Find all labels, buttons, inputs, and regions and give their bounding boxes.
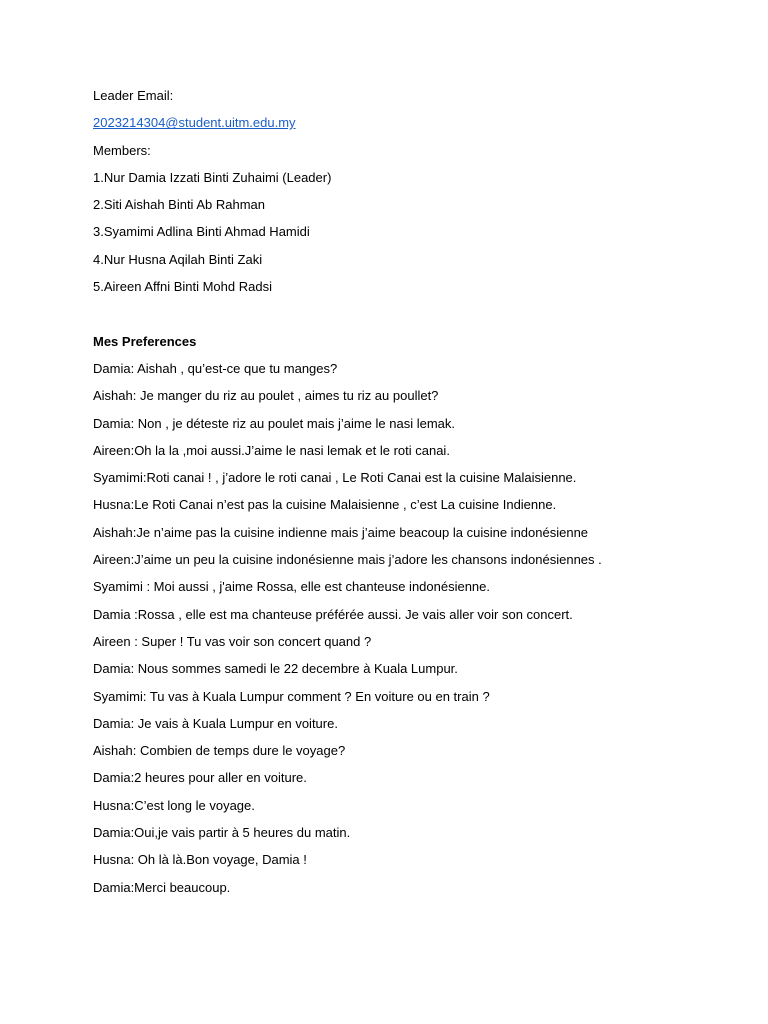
dialogue-line: Aireen : Super ! Tu vas voir son concert quand ? xyxy=(93,633,372,649)
dialogue-line: Damia:2 heures pour aller en voiture. xyxy=(93,770,307,786)
member-item: 5.Aireen Affni Binti Mohd Radsi xyxy=(93,279,272,295)
section-title: Mes Preferences xyxy=(93,333,197,349)
dialogue-line: Syamimi: Tu vas à Kuala Lumpur comment ? En voiture ou en train ? xyxy=(93,688,490,704)
leader-email-line xyxy=(93,113,733,140)
leader-email-link[interactable]: 2023214304@student.uitm.edu.my xyxy=(93,115,296,131)
dialogue-line: Damia: Aishah , qu’est-ce que tu manges? xyxy=(93,360,338,376)
leader-email-label: Leader Email: xyxy=(93,88,174,103)
member-item: 4.Nur Husna Aqilah Binti Zaki xyxy=(93,251,263,267)
dialogue-line: Syamimi:Roti canai ! , j’adore le roti canai , Le Roti Canai est la cuisine Malaisienne. xyxy=(93,470,577,486)
member-item: 1.Nur Damia Izzati Binti Zuhaimi (Leader) xyxy=(93,169,332,185)
dialogue-line: Damia:Merci beaucoup. xyxy=(93,879,231,895)
dialogue-line: Damia: Nous sommes samedi le 22 decembre à Kuala Lumpur. xyxy=(93,661,458,677)
dialogue-line: Husna:Le Roti Canai n’est pas la cuisine Malaisienne , c’est La cuisine Indienne. xyxy=(93,497,557,513)
dialogue-line: Aishah: Je manger du riz au poulet , aimes tu riz au poullet? xyxy=(93,388,439,404)
dialogue-line: Aireen:Oh la la ,moi aussi.J’aime le nasi lemak et le roti canai. xyxy=(93,442,450,458)
dialogue-line: Damia :Rossa , elle est ma chanteuse préférée aussi. Je vais aller voir son concert. xyxy=(93,606,573,622)
dialogue-line: Aireen:J’aime un peu la cuisine indonésienne mais j’adore les chansons indonésiennes . xyxy=(93,552,602,568)
dialogue-line: Husna: Oh là là.Bon voyage, Damia ! xyxy=(93,852,307,868)
dialogue-line: Damia:Oui,je vais partir à 5 heures du matin. xyxy=(93,825,351,841)
dialogue-line: Syamimi : Moi aussi , j'aime Rossa, elle est chanteuse indonésienne. xyxy=(93,579,491,595)
blank-line xyxy=(93,304,733,331)
member-item: 3.Syamimi Adlina Binti Ahmad Hamidi xyxy=(93,224,310,240)
members-label: Members: xyxy=(93,142,151,158)
dialogue-line: Aishah: Combien de temps dure le voyage? xyxy=(93,743,346,759)
document-content xyxy=(93,86,733,905)
dialogue-line: Husna:C’est long le voyage. xyxy=(93,797,255,813)
dialogue-line: Damia: Non , je déteste riz au poulet mais j’aime le nasi lemak. xyxy=(93,415,455,431)
member-item: 2.Siti Aishah Binti Ab Rahman xyxy=(93,197,265,213)
dialogue-line: Damia: Je vais à Kuala Lumpur en voiture. xyxy=(93,715,338,731)
dialogue-line: Aishah:Je n’aime pas la cuisine indienne mais j’aime beacoup la cuisine indonésienne xyxy=(93,524,589,540)
